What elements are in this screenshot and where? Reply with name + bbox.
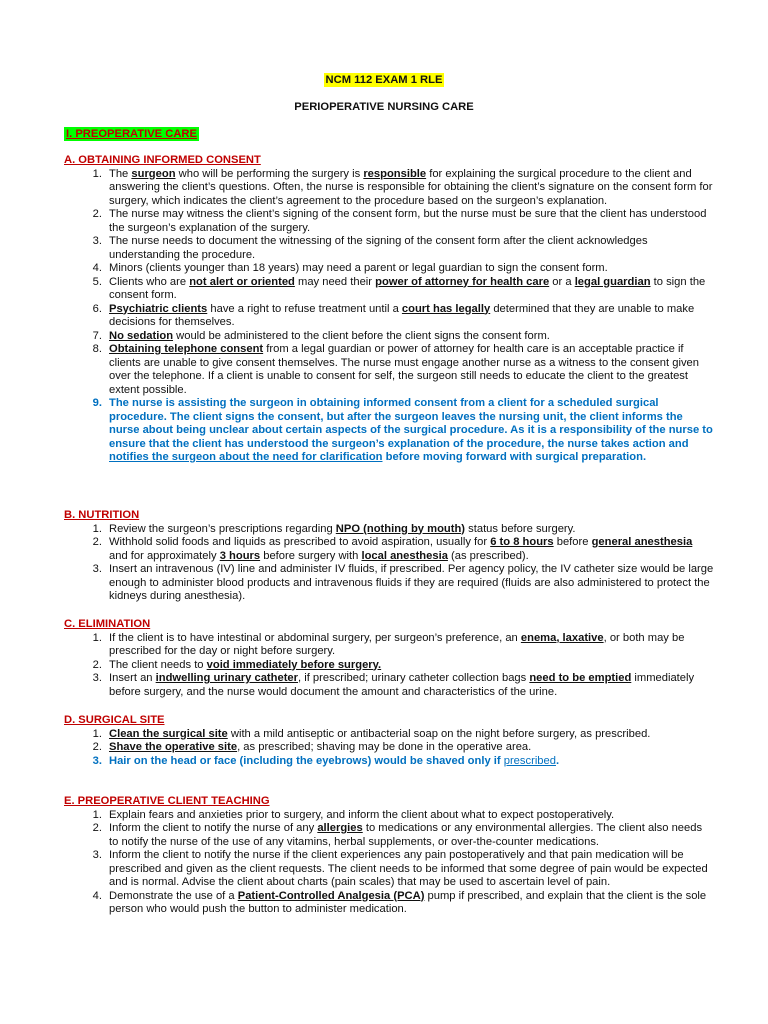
item-text-run: prescribed <box>503 754 556 767</box>
item-text-run: Psychiatric clients <box>109 302 208 315</box>
item-text-run: to sign the consent form. <box>109 275 706 301</box>
item-text-run: need to be emptied <box>529 672 632 684</box>
item-number: 2. <box>92 658 102 671</box>
item-list <box>64 632 714 700</box>
list-item <box>64 343 714 397</box>
item-text-run: with a mild antiseptic or antibacterial soap on the night before surgery, as prescribed. <box>227 727 651 740</box>
item-text-run: If the client is to have intestinal or abdominal surgery, per surgeon’s preference, an <box>109 631 521 644</box>
item-text-run: Shave the operative site <box>109 741 238 753</box>
item-text-run: to medications or any environmental allergies. The client also needs to notify the nurse of the use of any vitamins, herbal supplements, or over-the-counter medications. <box>109 822 703 848</box>
item-text-run: and for approximately <box>109 549 220 562</box>
item-text-run: Demonstrate the use of a <box>109 889 238 902</box>
item-text-run: Inform the client to notify the nurse if the client experiences any pain postoperatively and that pain medication will be prescribed and given as the client requests. The client needs to be informed that some degree of pain would be expected and is normal. Advise the client about charts (pain scales) that may be used to ascertain level of pain. <box>109 849 708 888</box>
item-number: 2. <box>92 741 102 753</box>
item-text-run: before surgery with <box>260 549 362 562</box>
item-list <box>64 523 714 604</box>
item-text-run: who will be performing the surgery is <box>175 167 364 180</box>
item-text-run: determined that they are unable to make decisions for themselves. <box>109 302 695 328</box>
item-number: 6. <box>92 302 102 315</box>
item-number: 4. <box>92 889 102 902</box>
item-text-run: legal guardian <box>574 275 651 288</box>
item-text-run: allergies <box>317 822 363 834</box>
list-item <box>64 672 714 699</box>
section-client-teaching <box>64 795 714 917</box>
item-text-run: surgeon <box>131 167 176 180</box>
item-text-run: NPO (nothing by mouth) <box>335 522 466 535</box>
item-text-run: from a legal guardian or power of attorney for health care is an acceptable practice if clients are unable to give consent themselves. The nurse must engage another nurse as a witness to the consent given over the telephone. If a client is unable to consent for self, the surgeon still needs to educate the client to the greatest extent possible. <box>109 343 699 396</box>
item-text-run: Patient-Controlled Analgesia (PCA) <box>237 889 425 902</box>
item-text-run: 3 hours <box>219 549 261 562</box>
item-list <box>64 168 714 465</box>
item-number: 3. <box>92 849 102 861</box>
item-text-run: void immediately before surgery. <box>206 658 382 671</box>
item-text-run: The nurse may witness the client’s signing of the consent form, but the nurse must be sure that the client has understood the surgeon’s explanation of the surgery. <box>109 208 707 234</box>
item-text-run: Clients who are <box>109 275 190 288</box>
item-text-run: Clean the surgical site <box>109 727 228 740</box>
item-text-run: , or both may be prescribed for the day or night before surgery. <box>109 631 685 657</box>
item-text-run: before <box>553 536 592 548</box>
item-number: 1. <box>92 522 102 535</box>
item-text-run: Inform the client to notify the nurse of any <box>109 822 318 834</box>
list-item <box>64 659 714 673</box>
list-item <box>64 849 714 890</box>
item-number: 5. <box>92 275 102 288</box>
list-item <box>64 303 714 330</box>
item-text-run: enema, laxative <box>520 631 604 644</box>
item-text-run: Hair on the head or face (including the eyebrows) would be shaved only if <box>109 754 504 767</box>
doc-title-wrap <box>0 74 768 88</box>
list-item <box>64 809 714 823</box>
item-number: 1. <box>92 727 102 740</box>
list-item <box>64 822 714 849</box>
item-number: 1. <box>92 167 102 180</box>
section-surgical-site <box>64 714 714 768</box>
section-heading: B. NUTRITION <box>64 509 140 521</box>
doc-subtitle: PERIOPERATIVE NURSING CARE <box>294 101 474 113</box>
list-item <box>64 330 714 344</box>
item-number: 3. <box>92 754 102 767</box>
item-text-run: Withhold solid foods and liquids as prescribed to avoid aspiration, usually for <box>109 536 491 548</box>
item-number: 8. <box>92 343 102 355</box>
list-item <box>64 168 714 209</box>
item-text-run: notifies the surgeon about the need for clarification <box>109 451 383 463</box>
item-number: 4. <box>92 262 102 274</box>
doc-title: NCM 112 EXAM 1 RLE <box>325 74 443 86</box>
item-number: 3. <box>92 563 102 575</box>
section-informed-consent <box>64 154 714 465</box>
item-text-run: Minors (clients younger than 18 years) may need a parent or legal guardian to sign the consent form. <box>109 262 608 274</box>
list-item <box>64 632 714 659</box>
item-text-run: , as prescribed; shaving may be done in the operative area. <box>237 741 532 753</box>
list-item <box>64 235 714 262</box>
item-text-run: The client needs to <box>109 658 207 671</box>
item-number: 1. <box>92 631 102 644</box>
item-text-run: not alert or oriented <box>189 275 295 288</box>
item-text-run: local anesthesia <box>361 549 448 562</box>
section-heading: C. ELIMINATION <box>64 618 151 630</box>
section-elimination <box>64 618 714 699</box>
item-text-run: pump if prescribed, and explain that the client is the sole person who would push the button to administer medication. <box>109 889 707 915</box>
item-list <box>64 728 714 769</box>
item-text-run: The <box>109 167 132 180</box>
list-item <box>64 208 714 235</box>
list-item <box>64 741 714 755</box>
list-item <box>64 728 714 742</box>
item-text-run: may need their <box>294 275 376 288</box>
item-number: 7. <box>92 329 102 342</box>
item-text-run: for explaining the surgical procedure to the client and answering the client’s questions. Often, the nurse is responsible for obtaining the client’s signature on the consent form for surgery, which indicates the client’s agreement to the procedure based on the surgeon’s explanation. <box>109 167 713 207</box>
part-heading: I. PREOPERATIVE CARE <box>66 128 197 140</box>
item-number: 3. <box>92 672 102 684</box>
item-number: 2. <box>92 208 102 220</box>
item-number: 2. <box>92 822 102 834</box>
item-text-run: power of attorney for health care <box>375 275 550 288</box>
item-text-run: indwelling urinary catheter <box>155 672 299 684</box>
list-item <box>64 890 714 917</box>
item-list <box>64 809 714 917</box>
item-text-run: The nurse is assisting the surgeon in obtaining informed consent from a client for a scheduled surgical procedure. The client signs the consent, but after the surgeon leaves the nursing unit, the client informs the nurse about being unclear about certain aspects of the surgical procedure. As it is a responsibility of the nurse to ensure that the client has understood the surgeon’s explanation of the procedure, the nurse takes action and <box>109 397 713 450</box>
list-item <box>64 276 714 303</box>
item-text-run: general anesthesia <box>591 536 693 548</box>
item-text-run: (as prescribed). <box>447 549 529 562</box>
item-text-run: Obtaining telephone consent <box>109 343 264 355</box>
item-text-run: before moving forward with surgical preparation. <box>382 451 647 463</box>
item-text-run: No sedation <box>109 329 174 342</box>
item-text-run: The nurse needs to document the witnessing of the signing of the consent form after the client acknowledges understanding the procedure. <box>109 235 648 261</box>
item-text-run: immediately before surgery, and the nurse would document the amount and characteristics of the urine. <box>109 672 695 698</box>
item-number: 2. <box>92 536 102 548</box>
item-text-run: Review the surgeon’s prescriptions regarding <box>109 522 336 535</box>
item-text-run: . <box>555 754 560 767</box>
list-item <box>64 755 714 769</box>
section-nutrition <box>64 509 714 604</box>
item-number: 3. <box>92 235 102 247</box>
item-text-run: Insert an <box>109 672 156 684</box>
list-item <box>64 563 714 604</box>
item-text-run: court has legally <box>401 302 491 315</box>
list-item <box>64 262 714 276</box>
item-text-run: would be administered to the client before the client signs the consent form. <box>173 329 550 342</box>
item-number: 1. <box>92 808 102 821</box>
item-text-run: have a right to refuse treatment until a <box>207 302 402 315</box>
section-heading: D. SURGICAL SITE <box>64 714 165 726</box>
list-item <box>64 523 714 537</box>
item-text-run: 6 to 8 hours <box>490 536 554 548</box>
list-item <box>64 536 714 563</box>
item-text-run: or a <box>549 275 575 288</box>
item-text-run: , if prescribed; urinary catheter collection bags <box>298 672 530 684</box>
item-text-run: responsible <box>363 167 427 180</box>
item-text-run: Insert an intravenous (IV) line and administer IV fluids, if prescribed. Per agency policy, the IV catheter size would be large enough to administer blood products and intravenous fluids if they are required (fluids are also administered to protect the kidneys during anesthesia). <box>109 563 714 602</box>
item-text-run: Explain fears and anxieties prior to surgery, and inform the client about what to expect postoperatively. <box>109 808 615 821</box>
item-text-run: status before surgery. <box>465 522 576 535</box>
section-heading: E. PREOPERATIVE CLIENT TEACHING <box>64 795 270 807</box>
part-heading-wrap <box>64 128 199 142</box>
list-item <box>64 397 714 465</box>
item-number: 9. <box>92 397 102 409</box>
section-heading: A. OBTAINING INFORMED CONSENT <box>64 154 261 166</box>
